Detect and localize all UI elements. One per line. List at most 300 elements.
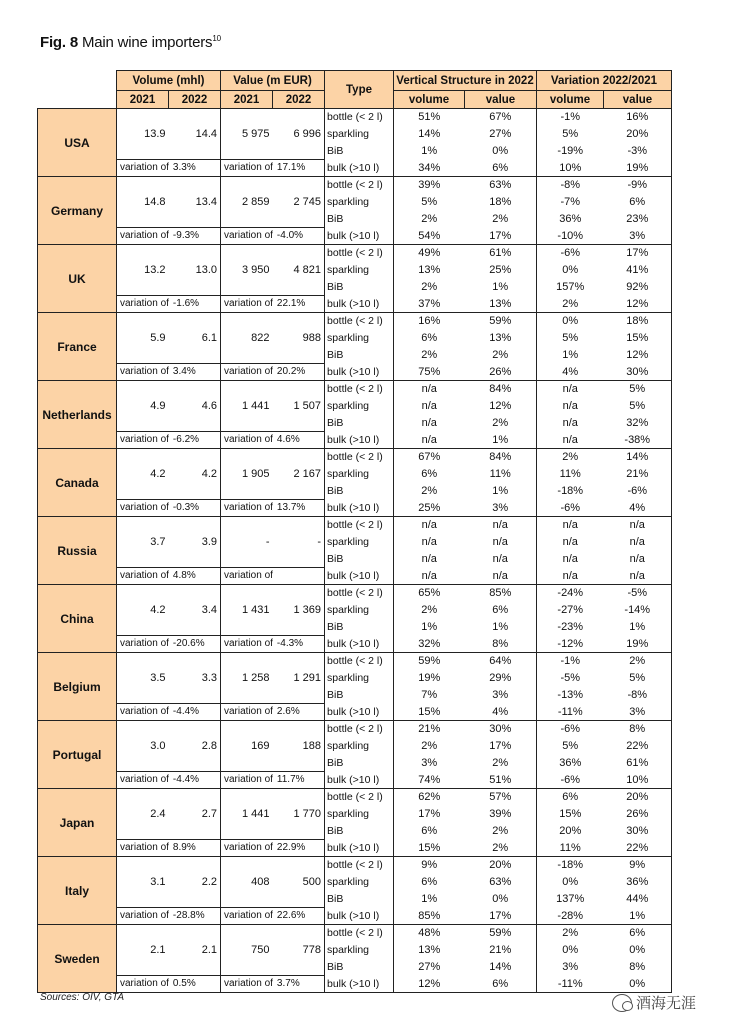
vol-2021-cell: 2.4 [117, 789, 169, 840]
variation-volume-cell: -12% [537, 636, 604, 653]
table-row [38, 364, 672, 381]
vol-2021-cell: 3.0 [117, 721, 169, 772]
variation-value-header: value [604, 91, 672, 109]
volume-variation [117, 364, 221, 381]
variation-value: -1.6% [172, 298, 200, 309]
type-label: sparkling [325, 466, 394, 483]
structure-volume-cell: 3% [421, 757, 438, 769]
variation-volume-cell: 10% [537, 160, 604, 177]
structure-value-cell: 59% [465, 925, 537, 942]
structure-volume-cell: 13% [418, 944, 441, 956]
value-variation [221, 296, 325, 313]
val-2021-cell: - [221, 517, 273, 568]
variation-value-cell: 22% [604, 840, 672, 857]
structure-value-cell: 26% [465, 364, 537, 381]
structure-value-cell: n/a [465, 534, 537, 551]
variation-value-cell: 92% [604, 279, 672, 296]
vol-2022-cell: 13.0 [169, 245, 221, 296]
variation-value-cell: 6% [604, 194, 672, 211]
structure-value-cell: 14% [465, 959, 537, 976]
country-name: Germany [38, 177, 117, 245]
table-row [38, 857, 672, 874]
vol-2022-cell: 2.2 [169, 857, 221, 908]
variation-value: 22.6% [276, 910, 306, 921]
variation-volume-cell: -18% [537, 857, 604, 874]
variation-value-cell: 26% [604, 806, 672, 823]
vol-2021-cell: 4.9 [117, 381, 169, 432]
variation-label: variation of [120, 230, 169, 241]
watermark [612, 992, 696, 1013]
structure-volume-cell: n/a [394, 517, 465, 534]
val-2021-cell: 1 905 [221, 449, 273, 500]
country-name: Netherlands [38, 381, 117, 449]
structure-volume-cell: 9% [394, 857, 465, 874]
value-variation [221, 500, 325, 517]
variation-label: variation of [224, 298, 273, 309]
val-2021-cell: 750 [221, 925, 273, 976]
type-label: bulk (>10 l) [325, 908, 394, 925]
vol-2022-cell: 6.1 [169, 313, 221, 364]
country-name: Canada [38, 449, 117, 517]
variation-value-cell: 5% [604, 670, 672, 687]
structure-value-cell: 1% [465, 619, 537, 636]
variation-value: -20.6% [172, 638, 205, 649]
type-label: BiB [325, 619, 394, 636]
type-label: sparkling [325, 398, 394, 415]
structure-value-cell: 2% [465, 211, 537, 228]
wechat-icon [612, 994, 632, 1012]
structure-volume-cell: 54% [394, 228, 465, 245]
structure-volume-cell: n/a [421, 417, 437, 429]
variation-label: variation of [224, 706, 273, 717]
type-label: sparkling [325, 738, 394, 755]
structure-value-header: value [465, 91, 537, 109]
variation-label: variation of [224, 842, 273, 853]
variation-volume-cell: 11% [559, 468, 581, 480]
type-label: bulk (>10 l) [325, 364, 394, 381]
figure-footnote-ref: 10 [212, 34, 221, 43]
type-label: bottle (< 2 l) [325, 789, 394, 806]
vol-2021-cell: 3.7 [117, 517, 169, 568]
structure-value-cell: 30% [465, 721, 537, 738]
vol-2021-cell: 5.9 [117, 313, 169, 364]
val-2022-cell: 778 [273, 925, 325, 976]
variation-volume-cell: 5% [562, 128, 579, 140]
variation-value-cell: 8% [604, 959, 672, 976]
variation-value-cell: 22% [604, 738, 672, 755]
val-2022-cell: 2 167 [273, 449, 325, 500]
type-label: BiB [325, 143, 394, 160]
table-row [38, 449, 672, 466]
vol-2021-cell: 14.8 [117, 177, 169, 228]
variation-value-cell: n/a [604, 551, 672, 568]
structure-value-cell: 2% [465, 840, 537, 857]
variation-label: variation of [224, 162, 273, 173]
val-2022-cell: 188 [273, 721, 325, 772]
variation-volume-cell: 15% [559, 808, 582, 820]
structure-value-cell: 2% [465, 823, 537, 840]
structure-value-cell: 63% [465, 874, 537, 891]
variation-label: variation of [120, 842, 169, 853]
variation-value: -6.2% [172, 434, 200, 445]
structure-volume-cell: 15% [394, 840, 465, 857]
variation-volume-cell: n/a [562, 536, 578, 548]
volume-variation [117, 976, 221, 993]
variation-volume-cell: 11% [537, 840, 604, 857]
variation-value: 8.9% [172, 842, 196, 853]
val-2022-cell: 1 507 [273, 381, 325, 432]
variation-label: variation of [224, 638, 273, 649]
variation-value: -4.4% [172, 706, 200, 717]
variation-value-cell: 5% [604, 398, 672, 415]
variation-value-cell: n/a [604, 517, 672, 534]
vol-2022-cell: 3.4 [169, 585, 221, 636]
variation-value-cell: 10% [604, 772, 672, 789]
structure-value-cell: 2% [465, 415, 537, 432]
variation-label: variation of [120, 978, 169, 989]
variation-volume-cell: 2% [537, 296, 604, 313]
type-label: bulk (>10 l) [325, 840, 394, 857]
value-variation [221, 772, 325, 789]
type-label: BiB [325, 483, 394, 500]
type-label: sparkling [325, 126, 394, 143]
structure-value-cell: 20% [465, 857, 537, 874]
variation-value: 13.7% [276, 502, 306, 513]
variation-volume-cell: -6% [537, 500, 604, 517]
variation-volume-cell: 2% [537, 925, 604, 942]
val-2021-cell: 1 431 [221, 585, 273, 636]
variation-label: variation of [224, 910, 273, 921]
value-variation [221, 636, 325, 653]
country-name: Italy [38, 857, 117, 925]
type-label: bottle (< 2 l) [325, 653, 394, 670]
table-row [38, 772, 672, 789]
structure-value-cell: 39% [465, 806, 537, 823]
variation-volume-cell: 157% [556, 281, 585, 293]
variation-volume-cell: n/a [537, 517, 604, 534]
volume-variation [117, 840, 221, 857]
structure-value-cell: 84% [465, 381, 537, 398]
variation-volume-cell: -1% [537, 109, 604, 126]
volume-variation [117, 160, 221, 177]
structure-volume-cell: 27% [418, 961, 441, 973]
type-label: BiB [325, 823, 394, 840]
country-name: UK [38, 245, 117, 313]
structure-value-cell: 11% [465, 466, 537, 483]
structure-value-cell: 59% [465, 313, 537, 330]
table-row [38, 840, 672, 857]
variation-value: 3.4% [172, 366, 196, 377]
variation-volume-cell: -18% [557, 485, 584, 497]
structure-value-cell: 0% [465, 143, 537, 160]
table-row [38, 228, 672, 245]
variation-label: variation of [120, 638, 169, 649]
type-label: bulk (>10 l) [325, 432, 394, 449]
variation-volume-header: volume [537, 91, 604, 109]
structure-value-cell: 85% [465, 585, 537, 602]
structure-value-cell: 63% [465, 177, 537, 194]
variation-volume-cell: n/a [562, 553, 578, 565]
vol-2021-cell: 3.5 [117, 653, 169, 704]
structure-volume-cell: 6% [421, 468, 438, 480]
structure-value-cell: 6% [465, 160, 537, 177]
variation-header: Variation 2022/2021 [537, 71, 672, 91]
variation-volume-cell: n/a [537, 381, 604, 398]
structure-value-cell: 13% [465, 296, 537, 313]
structure-volume-cell: 12% [394, 976, 465, 993]
structure-volume-cell: 17% [418, 808, 441, 820]
structure-volume-cell: 37% [394, 296, 465, 313]
variation-value: 4.8% [172, 570, 196, 581]
type-label: bulk (>10 l) [325, 976, 394, 993]
variation-label: variation of [224, 774, 273, 785]
val-2022-cell: 1 369 [273, 585, 325, 636]
type-label: BiB [325, 687, 394, 704]
variation-value-cell: n/a [604, 534, 672, 551]
variation-label: variation of [120, 298, 169, 309]
value-variation [221, 432, 325, 449]
structure-volume-cell: n/a [394, 381, 465, 398]
variation-value: 2.6% [276, 706, 300, 717]
val-2021-cell: 1 441 [221, 381, 273, 432]
variation-value-cell: 1% [604, 619, 672, 636]
val-2022-cell: 1 770 [273, 789, 325, 840]
structure-volume-header: volume [394, 91, 465, 109]
variation-value-cell: 15% [604, 330, 672, 347]
val-2021-cell: 2 859 [221, 177, 273, 228]
structure-volume-cell: 15% [394, 704, 465, 721]
variation-label: variation of [120, 706, 169, 717]
type-label: bulk (>10 l) [325, 296, 394, 313]
type-label: BiB [325, 211, 394, 228]
type-label: sparkling [325, 874, 394, 891]
type-label: BiB [325, 279, 394, 296]
variation-value-cell: 4% [604, 500, 672, 517]
structure-volume-cell: 2% [421, 740, 438, 752]
variation-value-cell: 23% [604, 211, 672, 228]
type-label: bulk (>10 l) [325, 772, 394, 789]
table-row [38, 381, 672, 398]
type-header: Type [325, 71, 394, 109]
val-2021-cell: 822 [221, 313, 273, 364]
volume-variation [117, 772, 221, 789]
type-label: BiB [325, 347, 394, 364]
table-row [38, 432, 672, 449]
structure-value-cell: 1% [465, 279, 537, 296]
variation-value-cell: 17% [604, 245, 672, 262]
variation-volume-cell: -11% [537, 976, 604, 993]
table-row [38, 908, 672, 925]
type-label: bottle (< 2 l) [325, 109, 394, 126]
variation-volume-cell: 137% [556, 893, 585, 905]
variation-value-cell: n/a [604, 568, 672, 585]
type-label: bottle (< 2 l) [325, 313, 394, 330]
variation-value-cell: 3% [604, 704, 672, 721]
type-label: bottle (< 2 l) [325, 381, 394, 398]
structure-volume-cell: 2% [421, 349, 438, 361]
variation-label: variation of [224, 978, 273, 989]
variation-value-cell: 44% [604, 891, 672, 908]
variation-value-cell: 9% [604, 857, 672, 874]
variation-volume-cell: -13% [557, 689, 584, 701]
structure-volume-cell: n/a [394, 568, 465, 585]
structure-value-cell: 29% [465, 670, 537, 687]
variation-value-cell: -5% [604, 585, 672, 602]
vol-2022-cell: 4.6 [169, 381, 221, 432]
volume-variation [117, 704, 221, 721]
variation-value-cell: 8% [604, 721, 672, 738]
variation-label: variation of [120, 502, 169, 513]
structure-value-cell: 64% [465, 653, 537, 670]
structure-value-cell: 2% [465, 347, 537, 364]
variation-volume-cell: 0% [537, 313, 604, 330]
variation-label: variation of [120, 366, 169, 377]
type-label: bottle (< 2 l) [325, 449, 394, 466]
structure-value-cell: 84% [465, 449, 537, 466]
type-label: bottle (< 2 l) [325, 177, 394, 194]
type-label: BiB [325, 755, 394, 772]
vol-2022-cell: 4.2 [169, 449, 221, 500]
table-row [38, 500, 672, 517]
variation-volume-cell: 0% [562, 944, 579, 956]
type-label: bottle (< 2 l) [325, 245, 394, 262]
structure-value-cell: 13% [465, 330, 537, 347]
vol-2022-cell: 3.9 [169, 517, 221, 568]
structure-value-cell: n/a [465, 551, 537, 568]
type-label: bulk (>10 l) [325, 636, 394, 653]
country-name: China [38, 585, 117, 653]
table-row [38, 245, 672, 262]
variation-value-cell: 30% [604, 823, 672, 840]
variation-volume-cell: n/a [562, 400, 578, 412]
volume-variation [117, 296, 221, 313]
structure-volume-cell: 6% [421, 332, 438, 344]
vol-2022-cell: 2.1 [169, 925, 221, 976]
val-2021-cell: 1 441 [221, 789, 273, 840]
val-2021-cell: 169 [221, 721, 273, 772]
structure-volume-cell: 49% [394, 245, 465, 262]
variation-volume-cell: -6% [537, 721, 604, 738]
structure-volume-cell: 5% [421, 196, 438, 208]
variation-value: 20.2% [276, 366, 306, 377]
variation-value-cell: 14% [604, 449, 672, 466]
structure-value-cell: 21% [465, 942, 537, 959]
volume-header: Volume (mhl) [117, 71, 221, 91]
variation-value: 11.7% [276, 774, 305, 785]
value-variation [221, 840, 325, 857]
structure-volume-cell: 34% [394, 160, 465, 177]
structure-value-cell: 6% [465, 602, 537, 619]
val-2022-cell: 1 291 [273, 653, 325, 704]
variation-value-cell: 1% [604, 908, 672, 925]
table-body [38, 109, 672, 993]
structure-value-cell: 57% [465, 789, 537, 806]
structure-volume-cell: 16% [394, 313, 465, 330]
variation-volume-cell: 5% [562, 332, 579, 344]
variation-volume-cell: 2% [537, 449, 604, 466]
variation-volume-cell: 6% [537, 789, 604, 806]
watermark-text: 酒海无涯 [636, 995, 697, 1012]
vol-2021-cell: 4.2 [117, 449, 169, 500]
variation-volume-cell: -28% [537, 908, 604, 925]
variation-value: -4.0% [276, 230, 304, 241]
volume-2022-header: 2022 [169, 91, 221, 109]
structure-value-cell: 25% [465, 262, 537, 279]
vol-2022-cell: 3.3 [169, 653, 221, 704]
table-row [38, 585, 672, 602]
variation-value: 22.1% [276, 298, 306, 309]
val-2021-cell: 408 [221, 857, 273, 908]
structure-volume-cell: 13% [418, 264, 441, 276]
variation-value: 17.1% [276, 162, 306, 173]
type-label: bulk (>10 l) [325, 228, 394, 245]
variation-value-cell: 32% [604, 415, 672, 432]
val-2022-cell: 500 [273, 857, 325, 908]
structure-value-cell: 6% [465, 976, 537, 993]
table-row [38, 177, 672, 194]
structure-volume-cell: n/a [421, 400, 437, 412]
vol-2021-cell: 13.2 [117, 245, 169, 296]
structure-volume-cell: n/a [421, 553, 437, 565]
variation-value-cell: 6% [604, 925, 672, 942]
value-variation [221, 160, 325, 177]
variation-value: -4.3% [276, 638, 304, 649]
structure-value-cell: 51% [465, 772, 537, 789]
value-variation [221, 228, 325, 245]
variation-value-cell: 36% [604, 874, 672, 891]
variation-value-cell: 61% [604, 755, 672, 772]
structure-value-cell: 12% [465, 398, 537, 415]
table-row [38, 517, 672, 534]
variation-value: 22.9% [276, 842, 306, 853]
variation-volume-cell: 5% [562, 740, 579, 752]
variation-volume-cell: -1% [537, 653, 604, 670]
variation-label: variation of [224, 230, 273, 241]
type-label: bulk (>10 l) [325, 160, 394, 177]
table-row [38, 296, 672, 313]
val-2022-cell: 4 821 [273, 245, 325, 296]
country-name: Belgium [38, 653, 117, 721]
type-label: bottle (< 2 l) [325, 585, 394, 602]
structure-volume-cell: 1% [421, 145, 438, 157]
type-label: sparkling [325, 194, 394, 211]
structure-value-cell: 1% [465, 432, 537, 449]
vol-2021-cell: 3.1 [117, 857, 169, 908]
structure-volume-cell: 2% [421, 281, 438, 293]
type-label: sparkling [325, 330, 394, 347]
type-label: bottle (< 2 l) [325, 857, 394, 874]
variation-value-cell: 20% [604, 789, 672, 806]
type-label: BiB [325, 415, 394, 432]
structure-value-cell: 8% [465, 636, 537, 653]
table-row [38, 704, 672, 721]
variation-value-cell: -3% [604, 143, 672, 160]
variation-label: variation of [120, 910, 169, 921]
structure-volume-cell: 2% [421, 485, 438, 497]
structure-value-cell: 17% [465, 738, 537, 755]
variation-label: variation of [224, 570, 273, 581]
volume-variation [117, 908, 221, 925]
variation-value-cell: -9% [604, 177, 672, 194]
variation-volume-cell: 0% [562, 264, 579, 276]
structure-value-cell: 17% [465, 228, 537, 245]
structure-value-cell: 3% [465, 687, 537, 704]
val-2022-cell: 6 996 [273, 109, 325, 160]
type-label: sparkling [325, 942, 394, 959]
variation-value: 4.6% [276, 434, 300, 445]
variation-value-cell: 0% [604, 976, 672, 993]
variation-value-cell: 16% [604, 109, 672, 126]
